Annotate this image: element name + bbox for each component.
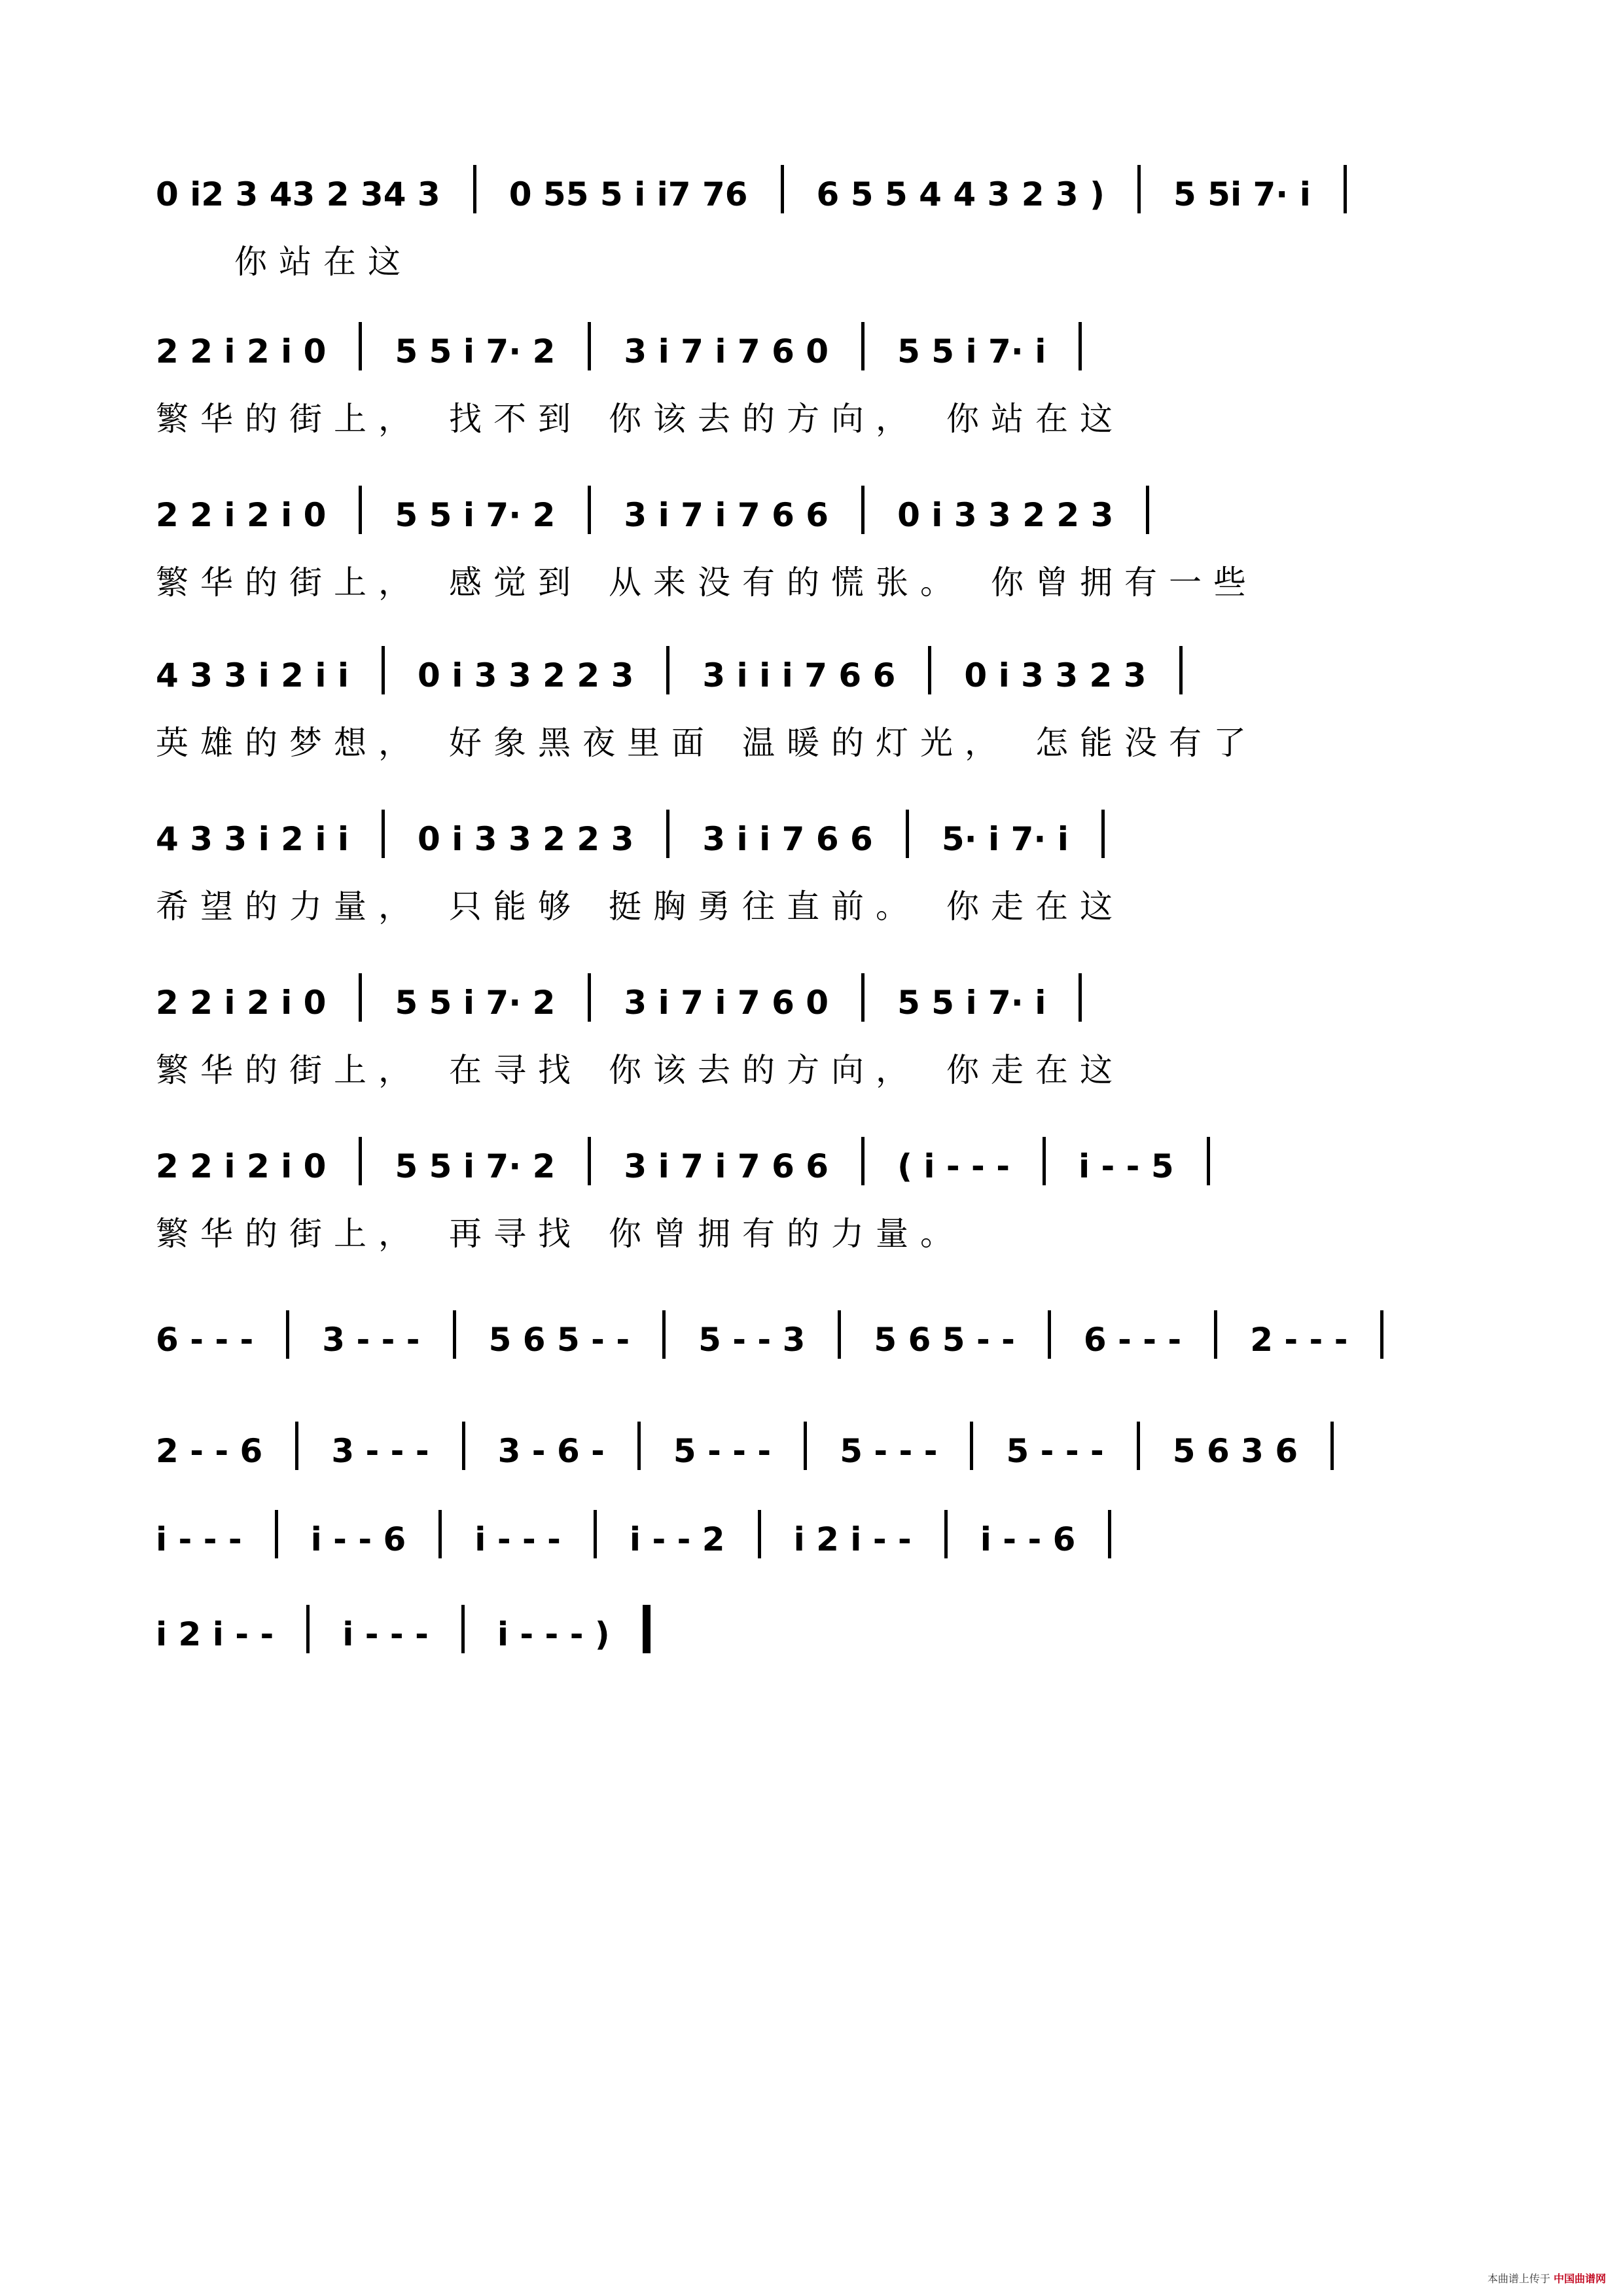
lyric-segment: 温暖的灯光， bbox=[742, 724, 1009, 762]
measure: 5 5 i 7· 2 bbox=[395, 984, 556, 1022]
measure: 5 6 5 - - bbox=[874, 1321, 1015, 1359]
barline bbox=[588, 322, 591, 370]
measure: 3 - - - bbox=[322, 1321, 420, 1359]
measure: 0 i2 3 43 2 34 3 bbox=[156, 175, 440, 213]
lyric-segment: 只能够 bbox=[449, 888, 582, 925]
barline bbox=[758, 1510, 761, 1558]
final-barline bbox=[643, 1605, 651, 1653]
measure: 0 i 3 3 2 3 bbox=[964, 656, 1147, 694]
measure: 2 - - - bbox=[1250, 1321, 1348, 1359]
measure: i - - 5 bbox=[1078, 1147, 1174, 1185]
barline bbox=[1330, 1422, 1334, 1470]
notation-system bbox=[156, 471, 1478, 602]
barline bbox=[1380, 1310, 1383, 1359]
barline bbox=[637, 1422, 641, 1470]
barline bbox=[666, 810, 669, 858]
barline bbox=[1146, 486, 1149, 534]
measure: 2 - - 6 bbox=[156, 1432, 263, 1470]
notes-row bbox=[156, 795, 1478, 858]
measure: i - - 6 bbox=[310, 1520, 406, 1558]
barline bbox=[1079, 973, 1082, 1022]
notation-system bbox=[156, 1590, 1478, 1653]
notes-row bbox=[156, 1296, 1478, 1359]
lyric-segment: 好象黑夜里面 bbox=[449, 724, 716, 762]
barline bbox=[1179, 646, 1183, 694]
barline bbox=[462, 1422, 465, 1470]
measure: 5 - - - bbox=[840, 1432, 938, 1470]
lyric-segment: 感觉到 bbox=[449, 564, 582, 601]
notation-system bbox=[156, 959, 1478, 1090]
lyric-segment: 繁华的街上， bbox=[156, 1215, 423, 1253]
lyrics-row bbox=[156, 717, 1478, 762]
measure: 6 - - - bbox=[1083, 1321, 1182, 1359]
footer-brand-logo: 中国曲谱网 bbox=[1553, 2272, 1606, 2285]
measure: ( i - - - bbox=[897, 1147, 1010, 1185]
barline bbox=[1214, 1310, 1217, 1359]
measure: 4 3 3 i 2 i i bbox=[156, 820, 349, 858]
measure: 4 3 3 i 2 i i bbox=[156, 656, 349, 694]
measure: 2 2 i 2 i 0 bbox=[156, 496, 327, 534]
notes-row bbox=[156, 1407, 1478, 1470]
notes-row bbox=[156, 471, 1478, 534]
measure: i - - 6 bbox=[980, 1520, 1076, 1558]
measure: 3 i 7 i 7 6 6 bbox=[624, 496, 829, 534]
notation-system bbox=[156, 795, 1478, 926]
measure: 5· i 7· i bbox=[941, 820, 1069, 858]
notes-row bbox=[156, 308, 1478, 370]
notation-system bbox=[156, 1496, 1478, 1558]
measure: 6 5 5 4 4 3 2 3 ) bbox=[816, 175, 1105, 213]
barline bbox=[1108, 1510, 1111, 1558]
measure: 0 i 3 3 2 2 3 bbox=[418, 820, 634, 858]
barline bbox=[970, 1422, 973, 1470]
barline bbox=[359, 322, 362, 370]
lyrics-row bbox=[156, 236, 1478, 281]
lyrics-row bbox=[156, 393, 1478, 439]
lyric-segment: 你走在这 bbox=[946, 888, 1124, 925]
lyric-segment: 希望的力量， bbox=[156, 888, 423, 925]
measure: 5 6 5 - - bbox=[488, 1321, 630, 1359]
measure: i - - - ) bbox=[497, 1615, 610, 1653]
footer-prefix: 本曲谱上传于 bbox=[1487, 2272, 1550, 2285]
notation-system bbox=[156, 1122, 1478, 1253]
barline bbox=[594, 1510, 597, 1558]
lyrics-row bbox=[156, 1044, 1478, 1090]
measure: 6 - - - bbox=[156, 1321, 254, 1359]
notation-system bbox=[156, 1407, 1478, 1470]
barline bbox=[1207, 1137, 1210, 1185]
measure: 3 i i i 7 6 6 bbox=[702, 656, 896, 694]
barline bbox=[359, 973, 362, 1022]
measure: 2 2 i 2 i 0 bbox=[156, 332, 327, 370]
lyrics-row bbox=[156, 880, 1478, 926]
barline bbox=[588, 1137, 591, 1185]
lyric-segment: 找不到 bbox=[449, 400, 582, 438]
barline bbox=[275, 1510, 278, 1558]
notes-row bbox=[156, 1590, 1478, 1653]
barline bbox=[295, 1422, 298, 1470]
barline bbox=[438, 1510, 442, 1558]
barline bbox=[473, 165, 476, 213]
barline bbox=[453, 1310, 456, 1359]
measure: i - - - bbox=[156, 1520, 242, 1558]
measure: i 2 i - - bbox=[793, 1520, 912, 1558]
lyric-segment: 你曾拥有一些 bbox=[991, 564, 1258, 601]
barline bbox=[359, 486, 362, 534]
barline bbox=[1137, 165, 1141, 213]
notation-system bbox=[156, 632, 1478, 762]
measure: i - - - bbox=[342, 1615, 429, 1653]
notes-row bbox=[156, 1122, 1478, 1185]
measure: 0 55 5 i i7 76 bbox=[508, 175, 748, 213]
lyric-segment: 你该去的方向， bbox=[609, 400, 920, 438]
barline bbox=[861, 322, 865, 370]
measure: 5 5 i 7· i bbox=[897, 984, 1046, 1022]
measure: 5 5 i 7· i bbox=[897, 332, 1046, 370]
lyric-segment: 在寻找 bbox=[449, 1051, 582, 1089]
lyric-segment: 繁华的街上， bbox=[156, 564, 423, 601]
lyric-segment: 怎能没有了 bbox=[1035, 724, 1258, 762]
footer-watermark bbox=[1488, 2270, 1606, 2286]
lyric-segment: 从来没有的慌张。 bbox=[609, 564, 965, 601]
notation-system bbox=[156, 151, 1478, 281]
barline bbox=[861, 486, 865, 534]
notes-row bbox=[156, 1496, 1478, 1558]
measure: 3 i 7 i 7 6 0 bbox=[624, 984, 829, 1022]
barline bbox=[588, 486, 591, 534]
barline bbox=[461, 1605, 465, 1653]
notation-system bbox=[156, 308, 1478, 439]
barline bbox=[662, 1310, 666, 1359]
barline bbox=[382, 810, 385, 858]
measure: 0 i 3 3 2 2 3 bbox=[418, 656, 634, 694]
barline bbox=[944, 1510, 948, 1558]
notes-row bbox=[156, 632, 1478, 694]
lyric-segment: 繁华的街上， bbox=[156, 400, 423, 438]
barline bbox=[286, 1310, 289, 1359]
lyric-segment: 再寻找 bbox=[449, 1215, 582, 1253]
barline bbox=[588, 973, 591, 1022]
barline bbox=[1344, 165, 1347, 213]
measure: 5 5i 7· i bbox=[1173, 175, 1311, 213]
lyrics-row bbox=[156, 556, 1478, 602]
barline bbox=[781, 165, 784, 213]
measure: 5 5 i 7· 2 bbox=[395, 496, 556, 534]
lyric-segment: 英雄的梦想， bbox=[156, 724, 423, 762]
measure: 5 6 3 6 bbox=[1172, 1432, 1298, 1470]
barline bbox=[906, 810, 909, 858]
barline bbox=[838, 1310, 841, 1359]
barline bbox=[1079, 322, 1082, 370]
measure: 3 i 7 i 7 6 6 bbox=[624, 1147, 829, 1185]
measure: 2 2 i 2 i 0 bbox=[156, 1147, 327, 1185]
barline bbox=[1137, 1422, 1140, 1470]
measure: 3 - 6 - bbox=[497, 1432, 605, 1470]
measure: 3 i 7 i 7 6 0 bbox=[624, 332, 829, 370]
lyric-segment: 挺胸勇往直前。 bbox=[609, 888, 920, 925]
measure: 2 2 i 2 i 0 bbox=[156, 984, 327, 1022]
measure: i - - 2 bbox=[629, 1520, 725, 1558]
measure: 5 5 i 7· 2 bbox=[395, 1147, 556, 1185]
measure: 5 5 i 7· 2 bbox=[395, 332, 556, 370]
barline bbox=[1043, 1137, 1046, 1185]
measure: 0 i 3 3 2 2 3 bbox=[897, 496, 1114, 534]
measure: i 2 i - - bbox=[156, 1615, 274, 1653]
measure: 5 - - 3 bbox=[698, 1321, 806, 1359]
measure: 5 - - - bbox=[1006, 1432, 1104, 1470]
lyric-segment: 你走在这 bbox=[946, 1051, 1124, 1089]
barline bbox=[804, 1422, 807, 1470]
barline bbox=[382, 646, 385, 694]
barline bbox=[861, 973, 865, 1022]
lyric-segment: 你曾拥有的力量。 bbox=[609, 1215, 965, 1253]
notes-row bbox=[156, 151, 1478, 213]
measure: i - - - bbox=[474, 1520, 561, 1558]
barline bbox=[359, 1137, 362, 1185]
barline bbox=[1048, 1310, 1051, 1359]
lyric-segment: 你站在这 bbox=[946, 400, 1124, 438]
lyric-segment: 你该去的方向， bbox=[609, 1051, 920, 1089]
lyric-segment: 你站在这 bbox=[234, 243, 412, 281]
barline bbox=[928, 646, 931, 694]
measure: 5 - - - bbox=[673, 1432, 772, 1470]
measure: 3 i i 7 6 6 bbox=[702, 820, 873, 858]
lyric-segment: 繁华的街上， bbox=[156, 1051, 423, 1089]
barline bbox=[861, 1137, 865, 1185]
measure: 3 - - - bbox=[331, 1432, 429, 1470]
notes-row bbox=[156, 959, 1478, 1022]
notation-system bbox=[156, 1296, 1478, 1359]
lyrics-row bbox=[156, 1208, 1478, 1253]
barline bbox=[666, 646, 669, 694]
barline bbox=[1101, 810, 1105, 858]
barline bbox=[306, 1605, 310, 1653]
